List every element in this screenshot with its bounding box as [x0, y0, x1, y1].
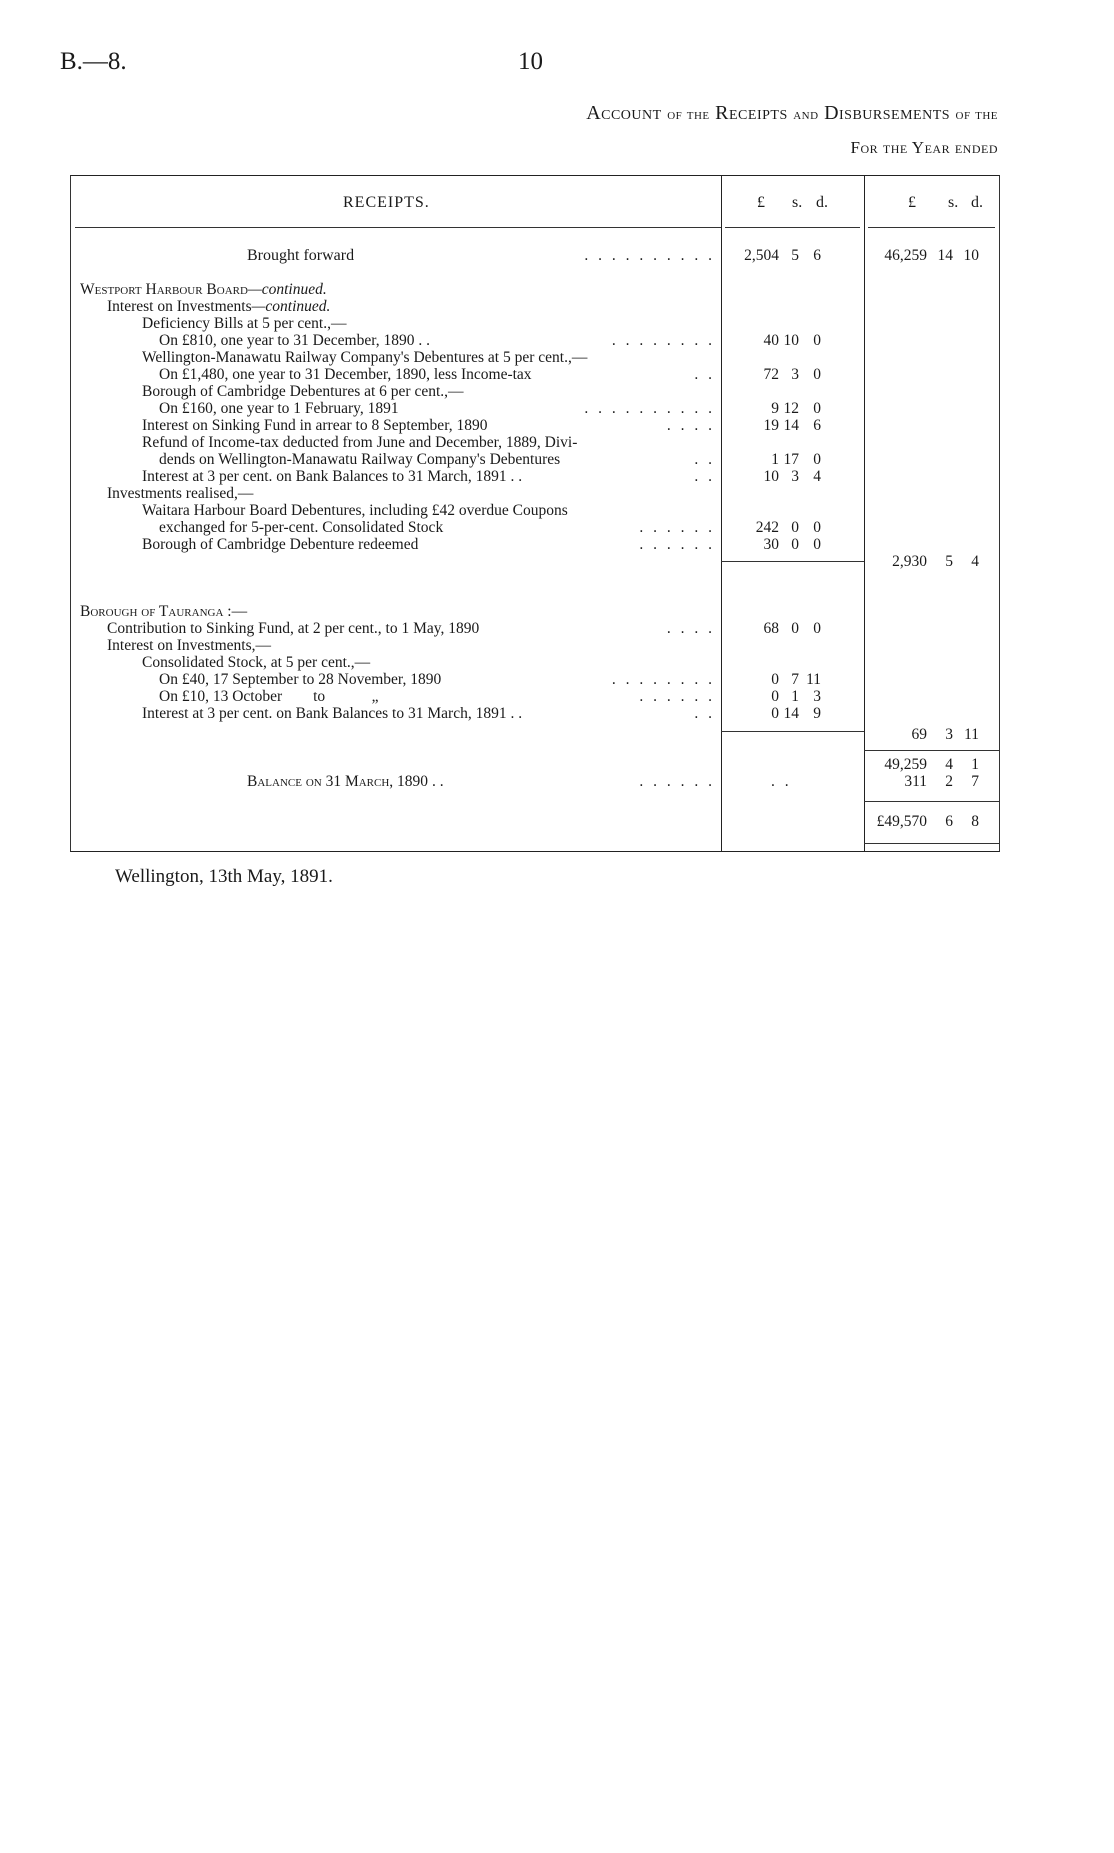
leader-dots: . . . .: [666, 417, 715, 434]
tauranga-line-2: [71, 654, 999, 671]
line-text: Borough of Cambridge Debenture redeemed: [142, 536, 419, 553]
westport-line-6: [71, 417, 999, 434]
line-text: Consolidated Stock, at 5 per cent.,—: [142, 654, 371, 671]
total-shillings: 14: [937, 247, 953, 264]
amount-pence: 4: [813, 468, 821, 485]
balance-row: [71, 773, 999, 790]
amount-shillings: 14: [783, 417, 799, 434]
balance-label-tail: . .: [428, 773, 444, 790]
grand-total-shillings: 6: [945, 813, 953, 830]
westport-line-4: [71, 383, 999, 400]
total-pounds: 311: [904, 773, 927, 790]
amount-pence: 0: [813, 366, 821, 383]
total-pence: 4: [971, 553, 979, 570]
westport-line-13: [71, 536, 999, 553]
westport-interest-label: Interest on Investments: [107, 298, 252, 315]
line-text: Interest on Sinking Fund in arrear to 8 September, 1890: [142, 417, 488, 434]
brought-forward-label: Brought forward: [247, 247, 355, 264]
grand-total-pence: 8: [971, 813, 979, 830]
westport-total-row: [71, 553, 999, 570]
westport-line-3: [71, 366, 999, 383]
title-word-disbursements: Disbursements: [824, 102, 951, 124]
amount-shillings: 12: [783, 400, 799, 417]
title-word-account: Account: [586, 102, 662, 124]
brought-forward-row: [71, 247, 999, 264]
amount-pounds: 0: [771, 705, 779, 722]
westport-heading: [80, 281, 327, 298]
total-pounds: 2,930: [892, 553, 927, 570]
amount-pence: 9: [813, 705, 821, 722]
amount-pounds: 0: [771, 671, 779, 688]
grand-total-pounds: £49,570: [876, 813, 927, 830]
line-text: Interest at 3 per cent. on Bank Balances to 31 March, 1891 . .: [142, 468, 523, 485]
col2-header-pence: d.: [971, 194, 983, 211]
leader-dots: . .: [694, 366, 715, 383]
amount-pounds: 1: [771, 451, 779, 468]
amount-pence: 0: [813, 519, 821, 536]
amount-pence: 3: [813, 688, 821, 705]
tauranga-heading-name: Borough of Tauranga: [80, 603, 224, 620]
amount-shillings: 0: [791, 519, 799, 536]
line-text: Wellington-Manawatu Railway Company's Debentures at 5 per cent.,—: [142, 349, 588, 366]
amount-pence: 0: [813, 332, 821, 349]
tauranga-line-0: [71, 620, 999, 637]
total-pence: 11: [964, 726, 979, 743]
leader-dots: . .: [694, 451, 715, 468]
leader-dots: . . . . . .: [639, 688, 715, 705]
amount-pounds: 72: [763, 366, 779, 383]
amount-pounds: 30: [763, 536, 779, 553]
title-word-receipts: Receipts: [715, 102, 788, 124]
amount-pence: 6: [813, 417, 821, 434]
col1-header-pounds: £: [757, 194, 765, 211]
leader-dots: . .: [694, 705, 715, 722]
westport-line-8: [71, 451, 999, 468]
leader-dots: . . . . . . . .: [611, 332, 715, 349]
westport-interest-continued: —continued.: [251, 298, 331, 315]
westport-line-1: [71, 332, 999, 349]
westport-heading-name: Westport Harbour Board: [80, 281, 248, 298]
account-subtitle: For the Year ended: [850, 138, 998, 157]
westport-line-7: [71, 434, 999, 451]
line-text: Refund of Income-tax deducted from June and December, 1889, Divi-: [142, 434, 578, 451]
line-text: Borough of Cambridge Debentures at 6 per cent.,—: [142, 383, 464, 400]
footer-place-date: Wellington, 13th May, 1891.: [115, 866, 333, 887]
line-text: Interest on Investments,—: [107, 637, 272, 654]
line-text: On £160, one year to 1 February, 1891: [159, 400, 399, 417]
leader-dots: . . . . . . . . . .: [584, 247, 715, 264]
total-pence: 10: [963, 247, 979, 264]
title-word-of-the: of the: [667, 106, 710, 123]
grand-total-rule-bottom: [864, 843, 999, 844]
total-shillings: 3: [945, 726, 953, 743]
amount-shillings: 1: [791, 688, 799, 705]
total-shillings: 2: [945, 773, 953, 790]
col2-header-shillings: s.: [948, 194, 959, 211]
amount-pounds: 40: [763, 332, 779, 349]
amount-shillings: 10: [783, 332, 799, 349]
amount-shillings: 3: [791, 468, 799, 485]
amount-shillings: 0: [791, 536, 799, 553]
amount-shillings: 14: [783, 705, 799, 722]
header-rule-col1: [725, 227, 860, 228]
amount-pence: 0: [813, 400, 821, 417]
leader-dots: . . . . . .: [639, 536, 715, 553]
subtotal-rule: [864, 750, 999, 751]
balance-label: [247, 773, 444, 790]
account-title: [586, 102, 998, 125]
total-pounds: 69: [911, 726, 927, 743]
leader-dots: . .: [694, 468, 715, 485]
total-pounds: 46,259: [884, 247, 927, 264]
amount-pence: 0: [813, 451, 821, 468]
line-text: Waitara Harbour Board Debentures, including £42 overdue Coupons: [142, 502, 568, 519]
amount-pounds: 19: [763, 417, 779, 434]
header-rule-receipts: [75, 227, 721, 228]
subtotal-row: [71, 756, 999, 773]
leader-dots: . . . . . .: [639, 773, 715, 790]
westport-line-10: [71, 485, 999, 502]
line-text: On £10, 13 October to „: [159, 688, 379, 705]
amount-pounds: 0: [771, 688, 779, 705]
amount-pence: 6: [813, 247, 821, 264]
title-word-and: and: [793, 106, 819, 123]
westport-line-9: [71, 468, 999, 485]
westport-interest-heading: [107, 298, 330, 315]
receipts-table: [70, 175, 1000, 852]
amount-shillings: 0: [791, 620, 799, 637]
grand-total-rule-top: [864, 801, 999, 802]
amount-pounds: 9: [771, 400, 779, 417]
line-text: Interest at 3 per cent. on Bank Balances to 31 March, 1891 . .: [142, 705, 523, 722]
westport-line-2: [71, 349, 999, 366]
col1-header-row: [721, 194, 864, 211]
tauranga-line-4: [71, 688, 999, 705]
amount-shillings: 3: [791, 366, 799, 383]
line-text: On £40, 17 September to 28 November, 1890: [159, 671, 442, 688]
line-text: On £1,480, one year to 31 December, 1890, less Income-tax: [159, 366, 532, 383]
westport-line-11: [71, 502, 999, 519]
tauranga-total-row: [71, 726, 999, 743]
line-text: On £810, one year to 31 December, 1890 . .: [159, 332, 430, 349]
amount-shillings: 7: [791, 671, 799, 688]
col1-header-shillings: s.: [792, 194, 803, 211]
balance-label-text: Balance on 31 March, 1890: [247, 773, 429, 790]
leader-dots: . . . . . . . .: [611, 671, 715, 688]
westport-heading-continued: —continued.: [247, 281, 327, 298]
total-pence: 7: [971, 773, 979, 790]
westport-line-5: [71, 400, 999, 417]
tauranga-line-3: [71, 671, 999, 688]
total-pounds: 49,259: [884, 756, 927, 773]
westport-line-0: [71, 315, 999, 332]
leader-dots: . . . . . .: [639, 519, 715, 536]
leader-dots: . . . .: [666, 620, 715, 637]
receipts-heading: RECEIPTS.: [343, 194, 430, 211]
col2-header-pounds: £: [908, 194, 916, 211]
amount-pounds: 2,504: [744, 247, 779, 264]
line-text: Contribution to Sinking Fund, at 2 per cent., to 1 May, 1890: [107, 620, 480, 637]
page-number: 10: [518, 48, 543, 75]
amount-shillings: 5: [791, 247, 799, 264]
total-shillings: 5: [945, 553, 953, 570]
amount-pounds: 10: [763, 468, 779, 485]
header-rule-col2: [868, 227, 995, 228]
balance-col1-dots: . .: [771, 773, 792, 790]
westport-line-12: [71, 519, 999, 536]
line-text: Deficiency Bills at 5 per cent.,—: [142, 315, 347, 332]
title-word-of-the-2: of the: [955, 106, 998, 123]
tauranga-heading: [80, 603, 247, 620]
amount-pence: 0: [813, 620, 821, 637]
amount-pence: 11: [806, 671, 821, 688]
receipts-heading-row: [71, 194, 721, 211]
document-code: B.—8.: [60, 48, 127, 75]
total-shillings: 4: [945, 756, 953, 773]
line-text: exchanged for 5-per-cent. Consolidated Stock: [159, 519, 444, 536]
line-text: dends on Wellington-Manawatu Railway Company's Debentures: [159, 451, 561, 468]
leader-dots: . . . . . . . . . .: [584, 400, 715, 417]
line-text: Investments realised,—: [107, 485, 254, 502]
amount-shillings: 17: [783, 451, 799, 468]
total-pence: 1: [971, 756, 979, 773]
col1-header-pence: d.: [816, 194, 828, 211]
tauranga-line-5: [71, 705, 999, 722]
tauranga-heading-suffix: :—: [223, 603, 248, 620]
amount-pounds: 68: [763, 620, 779, 637]
grand-total-row: [71, 813, 999, 830]
col2-header-row: [864, 194, 999, 211]
tauranga-line-1: [71, 637, 999, 654]
amount-pounds: 242: [755, 519, 779, 536]
amount-pence: 0: [813, 536, 821, 553]
